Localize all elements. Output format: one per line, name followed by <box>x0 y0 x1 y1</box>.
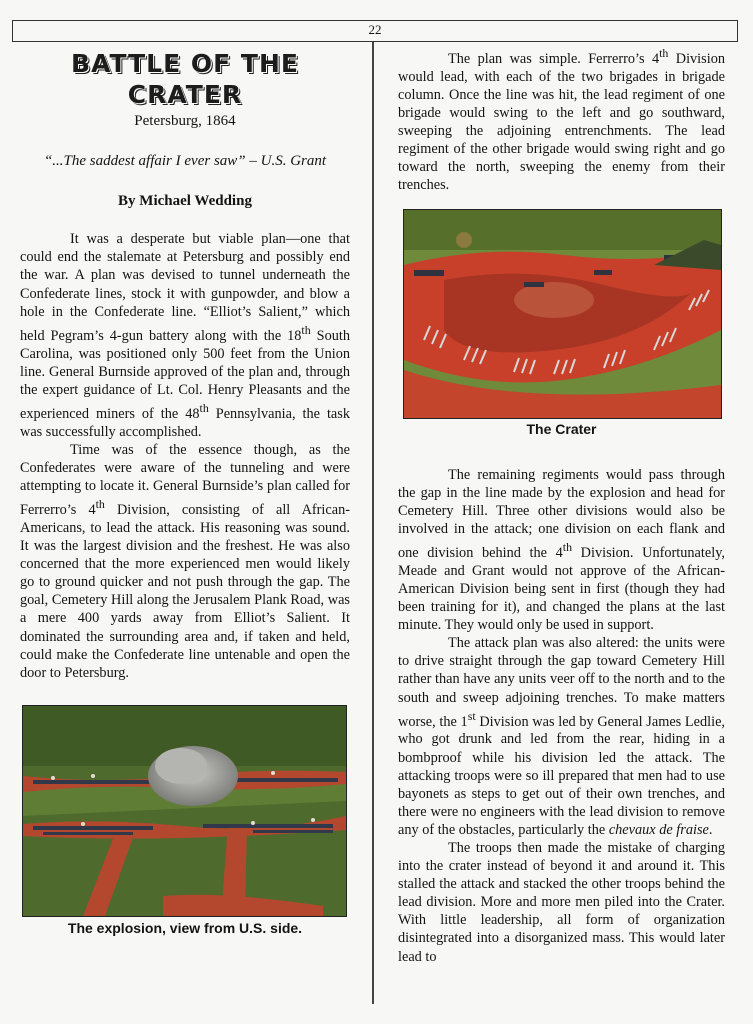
left-column <box>20 46 350 937</box>
paragraph: The troops then made the mistake of charging into the crater instead of beyond it and around it. This stalled the attack and stacked the other troops behind the lead division. More and more men piled into the Crater. With little leadership, all form of organization disintegrated into a disorganized mass. This would later lead to <box>398 840 725 965</box>
right-column <box>398 44 725 966</box>
title-line-2: CRATER <box>127 80 243 109</box>
explosion-caption: The explosion, view from U.S. side. <box>67 919 303 936</box>
paragraph: The plan was simple. Ferrerro’s 4th Division would lead, with each of the two brigades in brigade column. Once the line was hit, the lead regiment of one brigade would swing to the left and go southward, sweeping the adjoining entrenchments. The lead regiment of the other brigade would swing right and go toward the north, sweeping the enemy from their trenches. <box>398 46 725 194</box>
article-quote: “...The saddest affair I ever saw” – U.S. Grant <box>43 153 327 170</box>
paragraph: It was a desperate but viable plan—one that could end the stalemate at Petersburg and possibly end the war. A plan was devised to tunnel underneath the Confederate lines, stock it with gunpowder, and blow a hole in the Confederate line. “Elliot’s Salient,” which held Pegram’s 4-gun battery along with the 18th South Carolina, was positioned only 500 feet from the Union line. General Burnside approved of the plan and, through the expert guidance of Lt. Col. Henry Pleasants and the experienced miners of the 48th Pennsylvania, the task was successfully accomplished. <box>20 231 350 440</box>
title-line-1: BATTLE OF THE <box>71 49 299 78</box>
column-divider <box>372 42 374 1004</box>
paragraph: The remaining regiments would pass through the gap in the line made by the explosion and head for Cemetery Hill. Three other divisions would also be involved in the attack; one division on each flank and one division behind the 4th Division. Unfortunately, Meade and Grant would not approve of the African-American Division being sent in first (though they had been training for it), and changed the plans at the last minute. They would only be used in support. <box>398 466 725 634</box>
explosion-diorama-image <box>23 706 346 916</box>
page-header-box <box>12 20 738 42</box>
page-number: 22 <box>368 22 382 37</box>
crater-photo <box>403 209 722 419</box>
article-title <box>20 48 350 110</box>
crater-caption: The Crater <box>526 420 597 437</box>
paragraph: Time was of the essence though, as the Confederates were aware of the tunneling and were attempting to locate it. General Burnside’s plan called for Ferrerro’s 4th Division, consisting of all African-Americans, to lead the attack. His reasoning was sound. It was the largest division and the freshest. He was also concerned that the more experienced men would likely go to ground quicker and not push through the gap. The goal, Cemetery Hill along the Jerusalem Plank Road, was a mere 400 yards away from Elliot’s Salient. It dominated the surrounding area and, if taken and held, could make the Confederate line untenable and open the door to Petersburg. <box>20 441 351 681</box>
crater-diorama-image <box>404 210 721 418</box>
paragraph: The attack plan was also altered: the units were to drive straight through the gap toward Cemetery Hill rather than have any units veer off to the north and to the south and sweep adjoining trenches. To make matters worse, the 1st Division was led by General James Ledlie, who got drunk and led from the rear, hiding in a bombproof while his division led the attack. The attacking troops were so ill prepared that men had to use bayonets as steps to get out of their own trenches, and there were no engineers with the lead division to remove any of the obstacles, particularly the chevaux de fraise. <box>398 635 726 838</box>
explosion-photo <box>22 705 347 917</box>
article-byline: By Michael Wedding <box>118 193 252 210</box>
article-subtitle: Petersburg, 1864 <box>134 113 236 129</box>
